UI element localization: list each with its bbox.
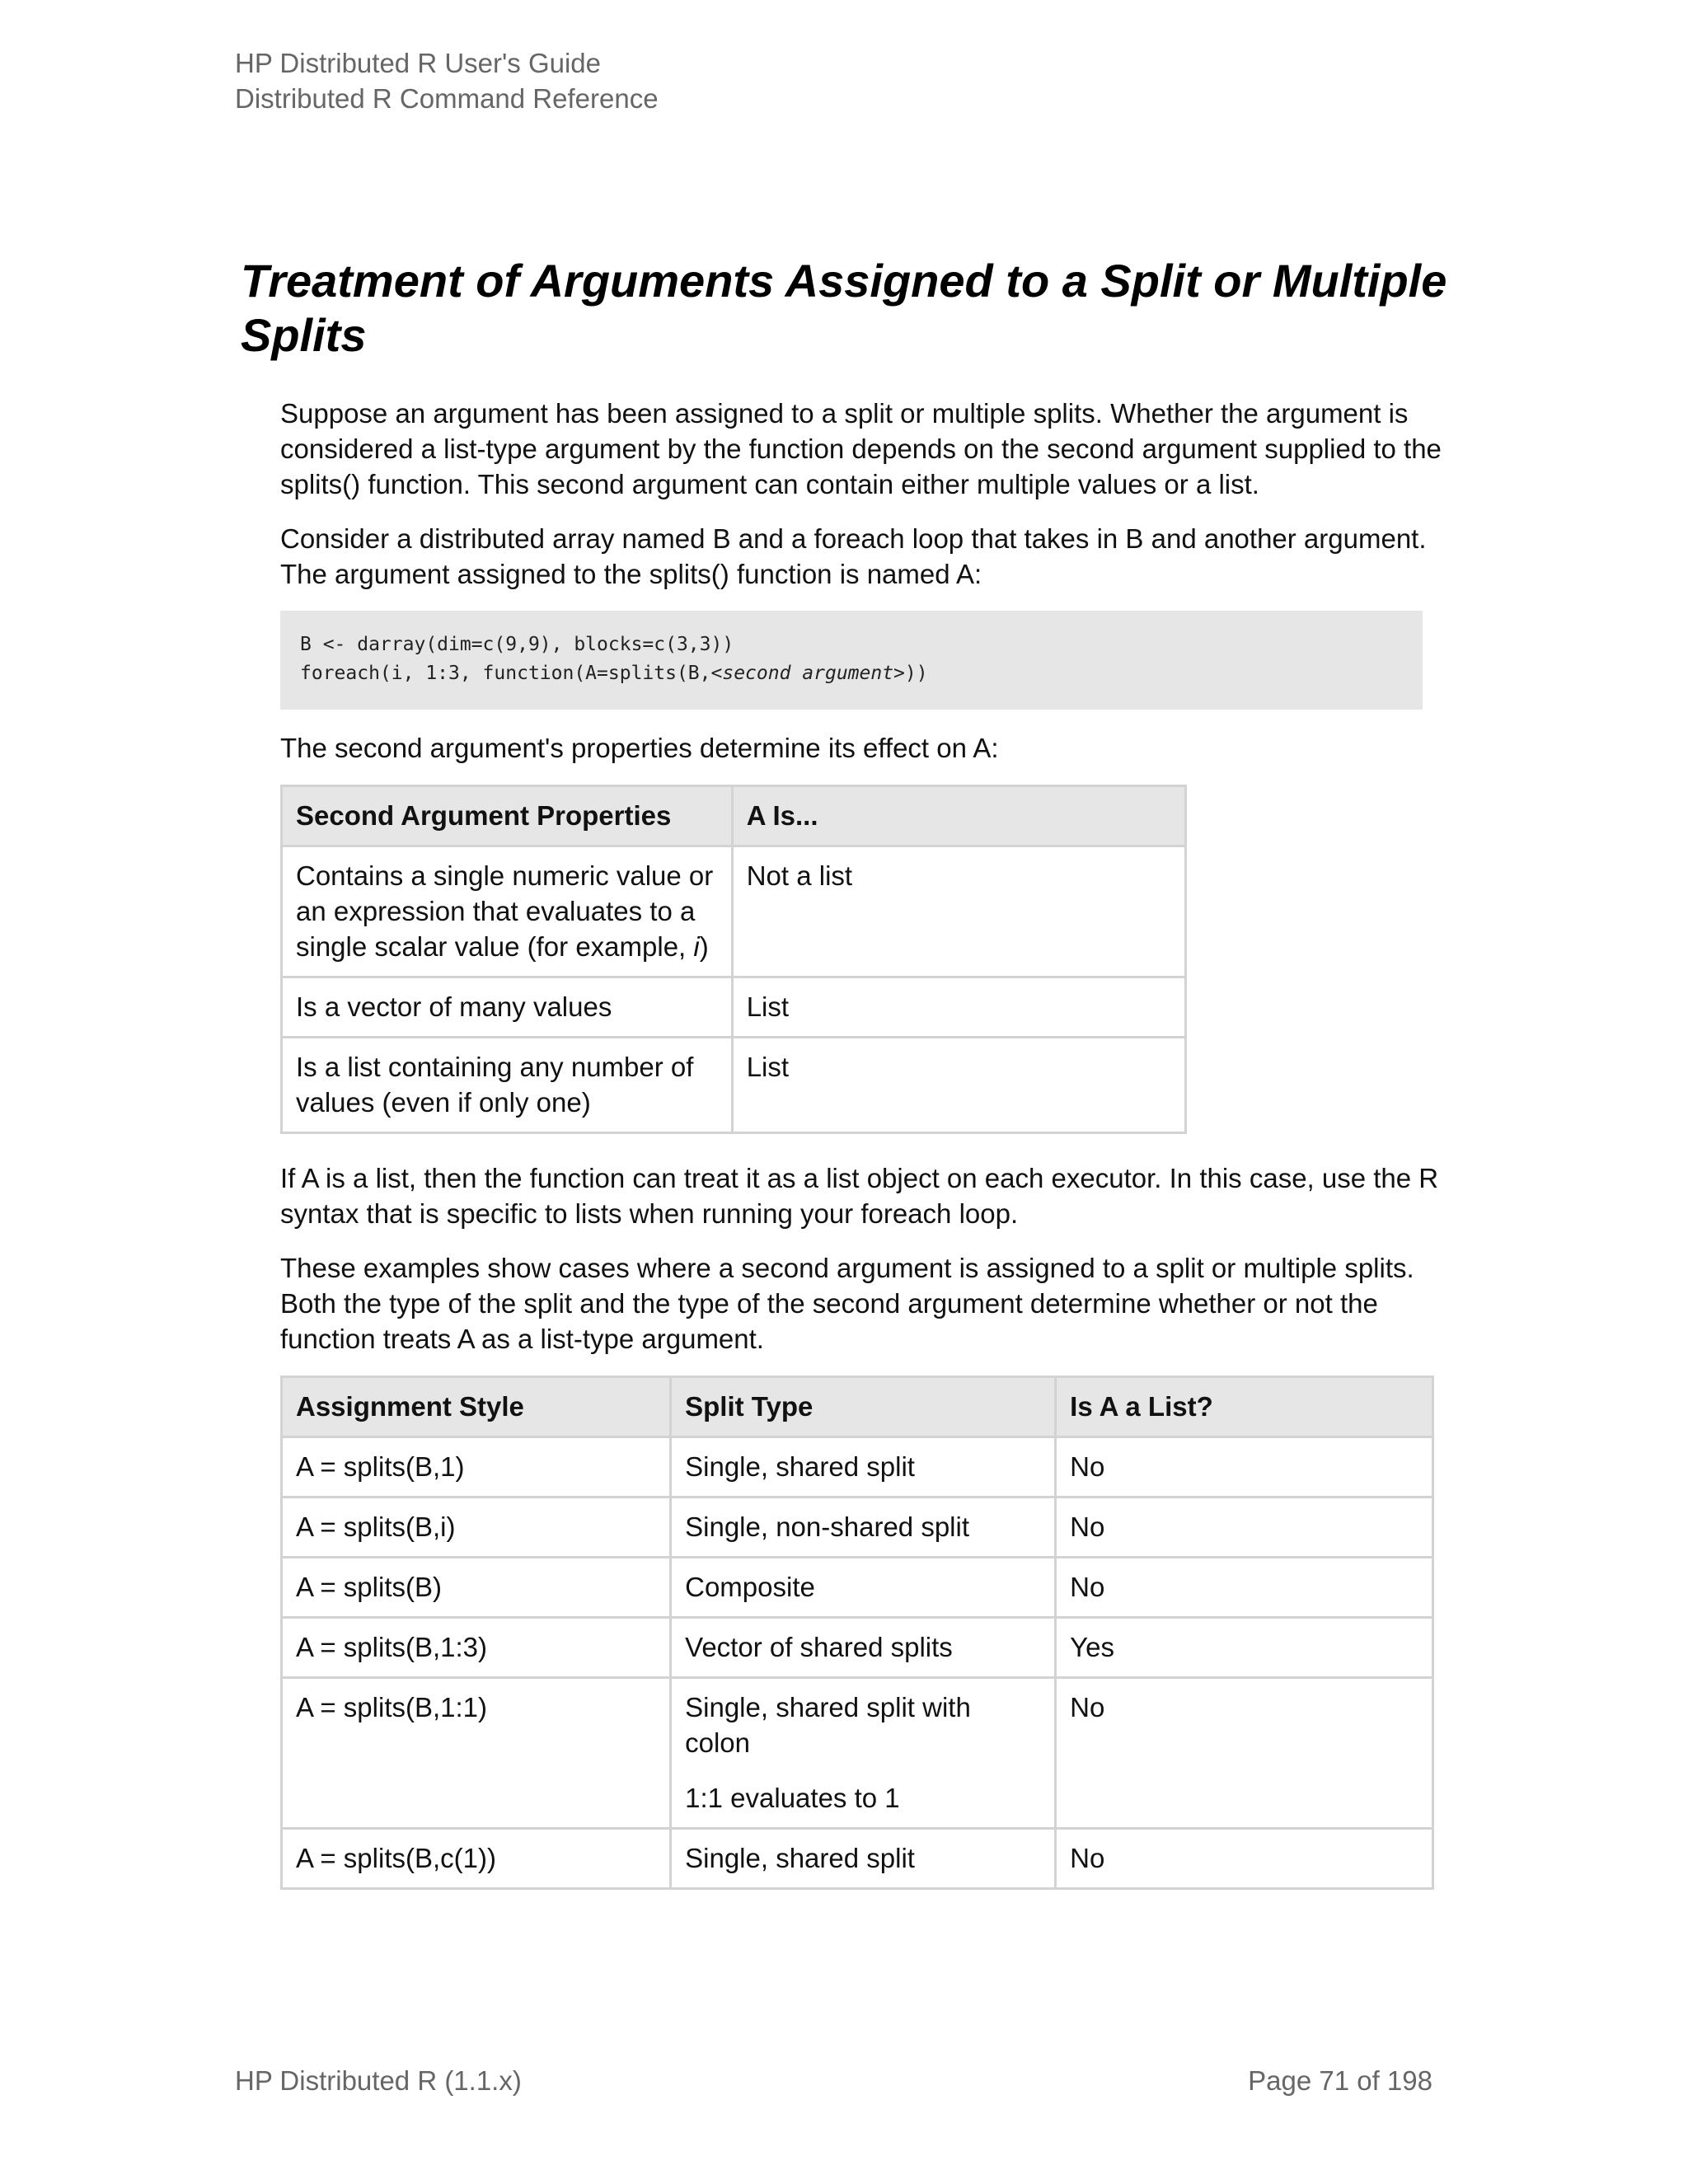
- cell-text: Single, shared split with colon: [685, 1692, 971, 1758]
- table-cell: Is a vector of many values: [282, 977, 733, 1038]
- table-cell: Vector of shared splits: [671, 1618, 1056, 1678]
- properties-intro-paragraph: The second argument's properties determine its effect on A:: [280, 733, 999, 763]
- column-header: Is A a List?: [1056, 1377, 1433, 1437]
- table-header-row: [282, 1377, 1433, 1437]
- header-section-title: Distributed R Command Reference: [235, 83, 659, 114]
- table-cell: A = splits(B,1:1): [282, 1678, 671, 1829]
- cell-note: 1:1 evaluates to 1: [685, 1783, 900, 1813]
- table-cell: A = splits(B,c(1)): [282, 1829, 671, 1889]
- table-row: [282, 1558, 1433, 1618]
- column-header: Second Argument Properties: [282, 786, 733, 846]
- table-cell: A = splits(B,1): [282, 1437, 671, 1497]
- table-row: [282, 1678, 1433, 1829]
- table-row: [282, 1829, 1433, 1889]
- table-cell: No: [1056, 1829, 1433, 1889]
- table-cell: [282, 846, 733, 977]
- cell-italic-text: i: [693, 931, 700, 962]
- header-guide-title: HP Distributed R User's Guide: [235, 48, 602, 78]
- code-line-1: B <- darray(dim=c(9,9), blocks=c(3,3)): [300, 634, 734, 655]
- table-row: [282, 846, 1186, 977]
- code-line-2-prefix: foreach(i, 1:3, function(A=splits(B,: [300, 663, 711, 684]
- table-cell: No: [1056, 1497, 1433, 1558]
- table-cell: Single, non-shared split: [671, 1497, 1056, 1558]
- intro-paragraph: Suppose an argument has been assigned to a split or multiple splits. Whether the argument is considered a list-type argument by the function depends on the second argument supplied to the splits() function. This second argument can contain either multiple values or a list.: [280, 398, 1442, 499]
- code-block: [280, 611, 1423, 710]
- examples-paragraph: These examples show cases where a second argument is assigned to a split or multiple splits. Both the type of the split and the type of the second argument determine whether or not the function treats A as a list-type argument.: [280, 1253, 1414, 1354]
- column-header: Assignment Style: [282, 1377, 671, 1437]
- running-header: [235, 45, 659, 116]
- footer-page-number: Page 71 of 198: [1248, 2065, 1432, 2096]
- main-content: [280, 396, 1442, 1916]
- code-placeholder: <second argument>: [710, 663, 905, 684]
- table-cell: Composite: [671, 1558, 1056, 1618]
- table-cell: No: [1056, 1678, 1433, 1829]
- table-cell: List: [732, 977, 1185, 1038]
- column-header: A Is...: [732, 786, 1185, 846]
- code-line-2-suffix: )): [904, 663, 928, 684]
- table-cell: A = splits(B,i): [282, 1497, 671, 1558]
- table-cell: List: [732, 1038, 1185, 1133]
- table-cell: No: [1056, 1437, 1433, 1497]
- assignment-style-table: [280, 1376, 1434, 1890]
- table-cell: A = splits(B,1:3): [282, 1618, 671, 1678]
- column-header: Split Type: [671, 1377, 1056, 1437]
- cell-text: ): [699, 931, 709, 962]
- list-usage-paragraph: If A is a list, then the function can treat it as a list object on each executor. In this case, use the R syntax that is specific to lists when running your foreach loop.: [280, 1163, 1439, 1229]
- consider-paragraph: Consider a distributed array named B and a foreach loop that takes in B and another argument. The argument assigned to the splits() function is named A:: [280, 523, 1427, 589]
- table-cell: Single, shared split: [671, 1437, 1056, 1497]
- table-row: [282, 1497, 1433, 1558]
- table-row: [282, 1038, 1186, 1133]
- second-argument-table: [280, 785, 1187, 1134]
- table-cell: Not a list: [732, 846, 1185, 977]
- table-cell: Single, shared split: [671, 1829, 1056, 1889]
- table-cell: Is a list containing any number of values (even if only one): [282, 1038, 733, 1133]
- page-title: Treatment of Arguments Assigned to a Split or Multiple Splits: [241, 255, 1447, 361]
- table-header-row: [282, 786, 1186, 846]
- table-row: [282, 977, 1186, 1038]
- cell-text: Contains a single numeric value or an expression that evaluates to a single scalar value (for example,: [296, 860, 714, 962]
- table-cell: Yes: [1056, 1618, 1433, 1678]
- table-cell: A = splits(B): [282, 1558, 671, 1618]
- table-row: [282, 1437, 1433, 1497]
- footer-product-version: HP Distributed R (1.1.x): [235, 2065, 522, 2096]
- table-cell: No: [1056, 1558, 1433, 1618]
- table-cell: [671, 1678, 1056, 1829]
- table-row: [282, 1618, 1433, 1678]
